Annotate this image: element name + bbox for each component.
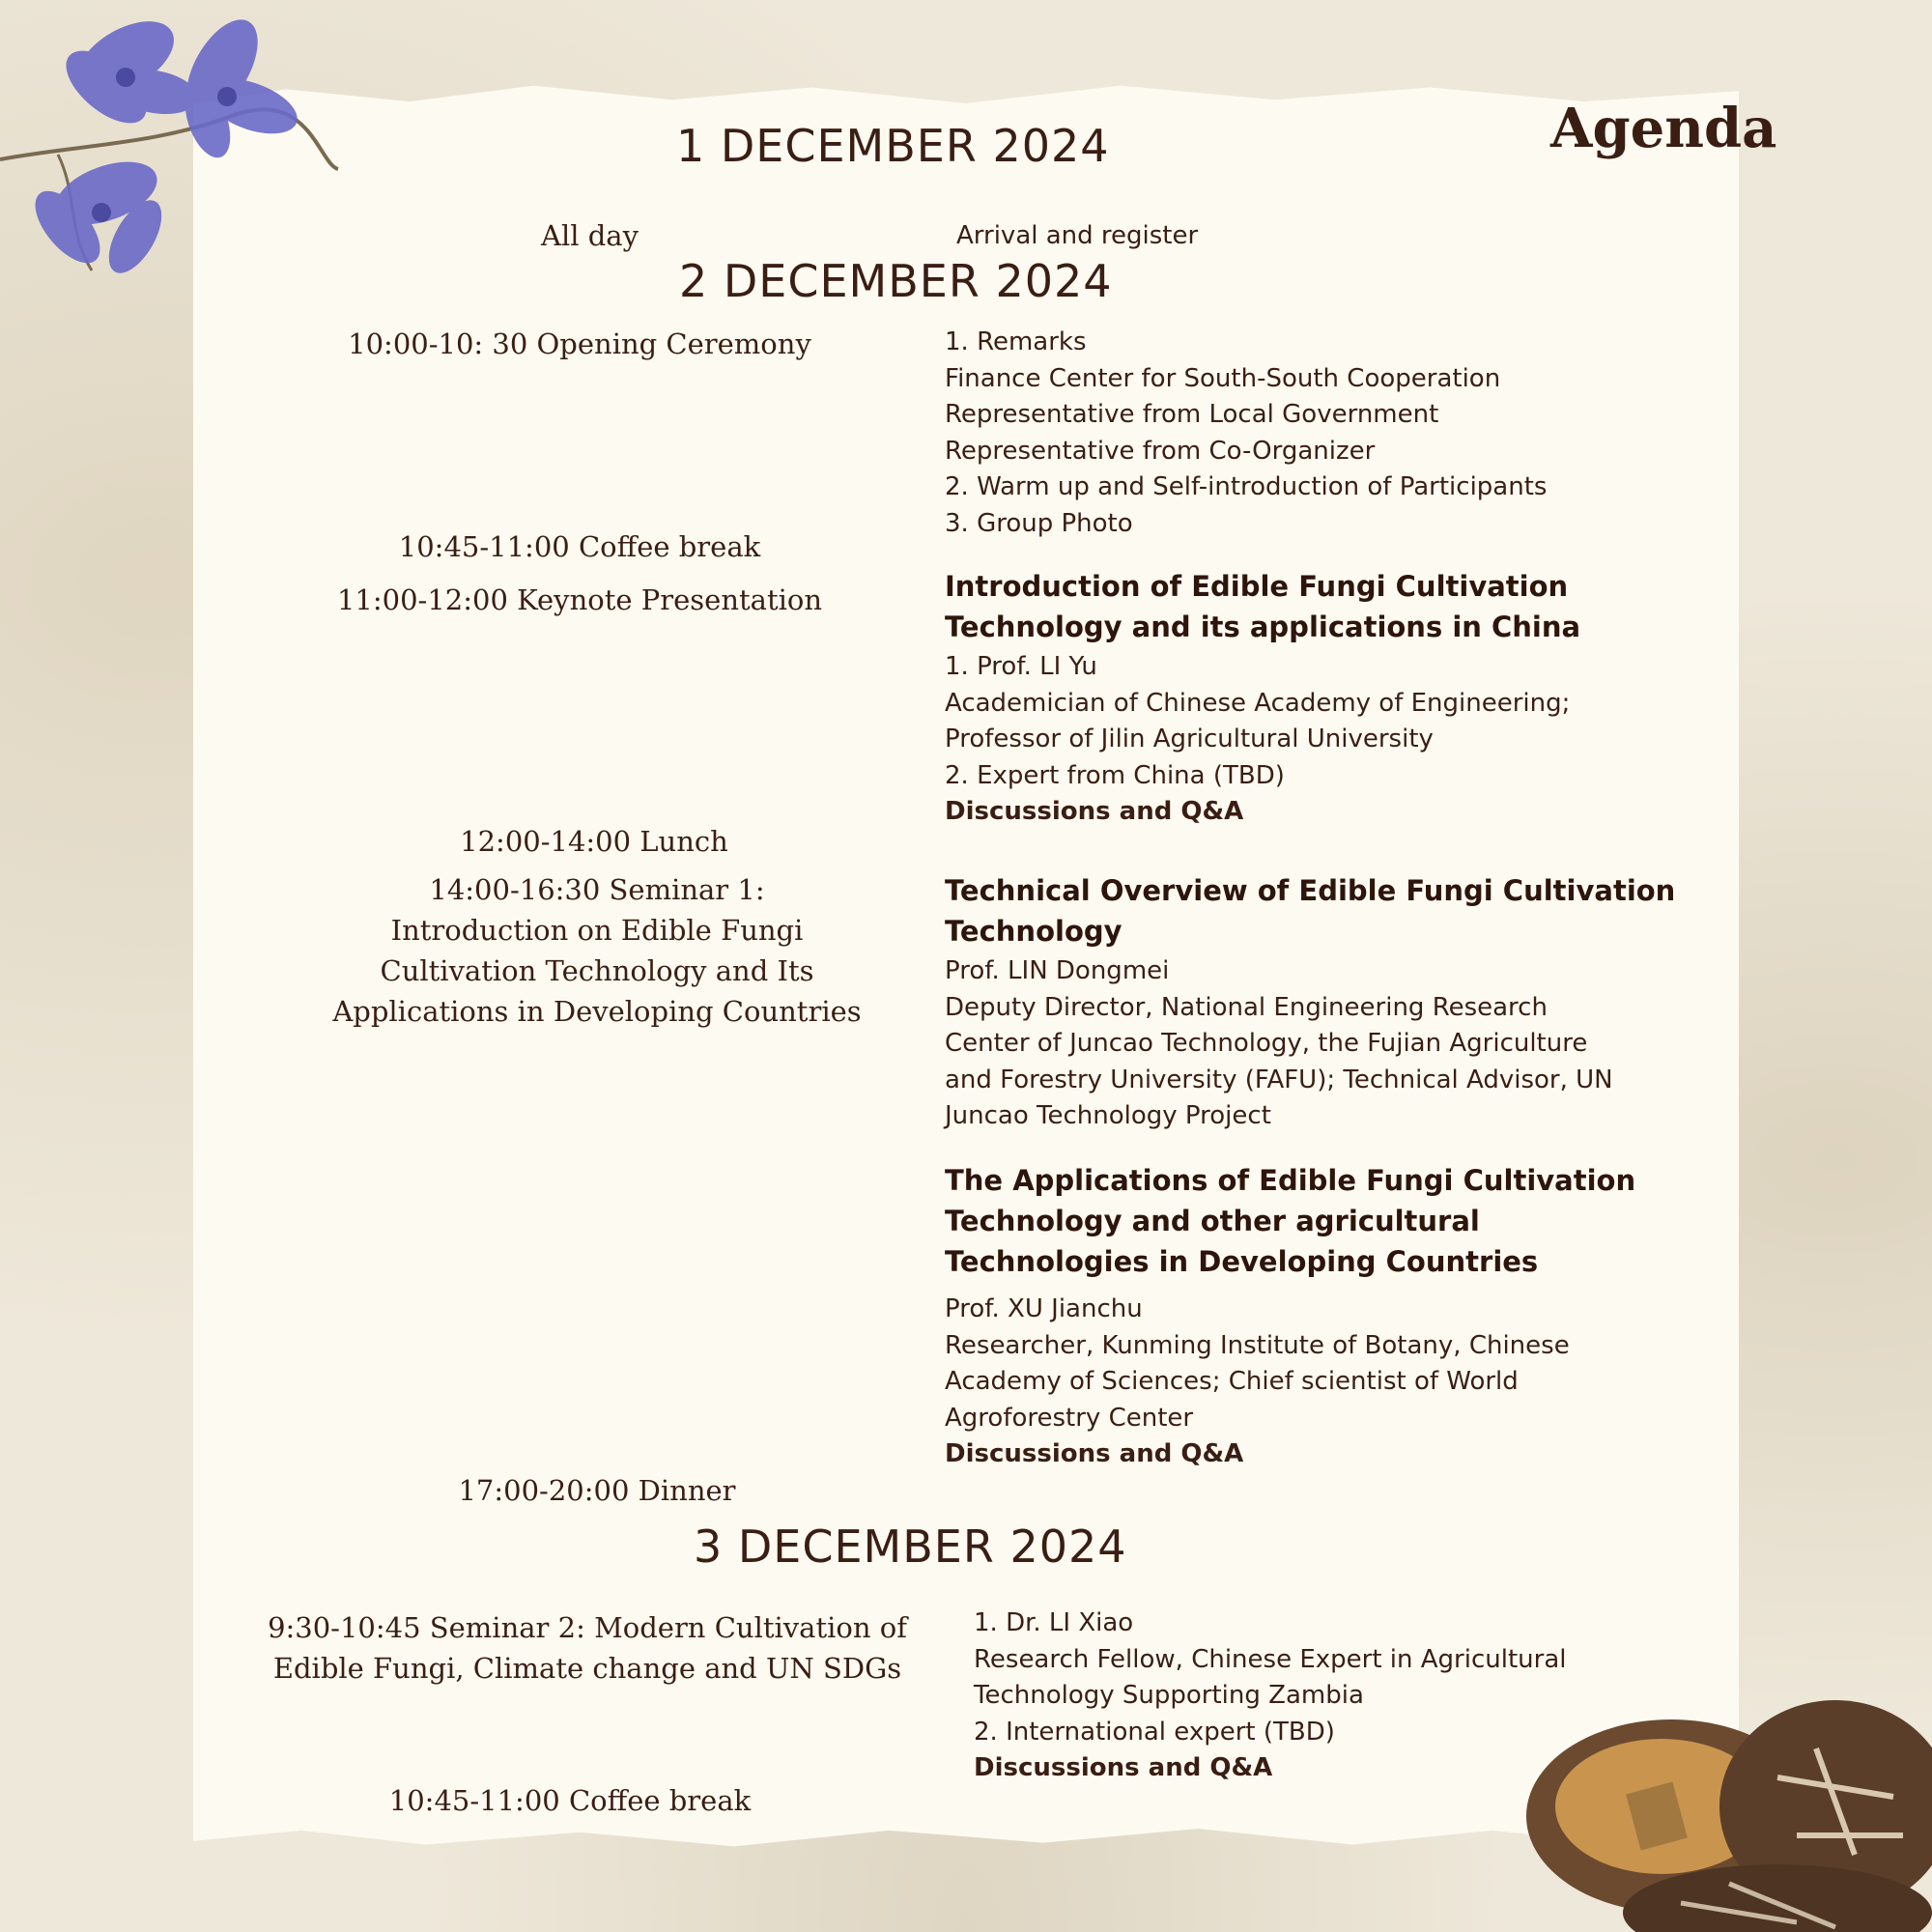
talk1-line: Deputy Director, National Engineering Research (945, 992, 1548, 1022)
keynote-closing: Discussions and Q&A (945, 797, 1244, 826)
opening-line: 1. Remarks (945, 327, 1087, 356)
keynote-line: Academician of Chinese Academy of Engineering; (945, 688, 1571, 718)
seminar1-time-line: Introduction on Edible Fungi (390, 914, 804, 947)
keynote-line: 2. Expert from China (TBD) (945, 760, 1285, 790)
talk1-line: and Forestry University (FAFU); Technical Advisor, UN (945, 1065, 1613, 1094)
date-heading-day3: 3 DECEMBER 2024 (694, 1520, 1127, 1573)
opening-line: Representative from Co-Organizer (945, 436, 1376, 466)
talk1-title-line: Technical Overview of Edible Fungi Cultivation (945, 874, 1676, 907)
opening-line: 3. Group Photo (945, 508, 1133, 538)
arrival-item: Arrival and register (956, 221, 1199, 250)
agenda-title: Agenda (1550, 97, 1777, 160)
flower-decoration-icon (0, 0, 348, 309)
seminar2-line: Research Fellow, Chinese Expert in Agricultural (974, 1644, 1567, 1674)
talk2-line: Agroforestry Center (945, 1403, 1194, 1433)
opening-details (945, 325, 1547, 542)
talk2-title-line: The Applications of Edible Fungi Cultivation (945, 1164, 1636, 1197)
date-heading-day2: 2 DECEMBER 2024 (679, 255, 1113, 307)
seminar2-time-line: Edible Fungi, Climate change and UN SDGs (272, 1652, 902, 1685)
seminar2-details (974, 1605, 1567, 1787)
talk2-closing: Discussions and Q&A (945, 1439, 1244, 1468)
keynote-line: 1. Prof. LI Yu (945, 652, 1097, 681)
seminar1-time-line: 14:00-16:30 Seminar 1: (429, 873, 765, 906)
seminar2-closing: Discussions and Q&A (974, 1753, 1273, 1782)
seminar1-talk1 (945, 870, 1675, 1135)
talk2-line: Researcher, Kunming Institute of Botany, Chinese (945, 1330, 1570, 1360)
time-seminar1 (307, 869, 887, 1032)
time-lunch: 12:00-14:00 Lunch (460, 825, 728, 858)
seminar2-time-line: 9:30-10:45 Seminar 2: Modern Cultivation of (268, 1611, 907, 1644)
talk1-title-line: Technology (945, 915, 1122, 948)
talk2-title-line: Technology and other agricultural (945, 1205, 1480, 1237)
opening-line: 2. Warm up and Self-introduction of Participants (945, 472, 1548, 501)
time-all-day: All day (541, 219, 639, 252)
talk2-line: Prof. XU Jianchu (945, 1294, 1143, 1323)
seminar2-line: 1. Dr. LI Xiao (974, 1608, 1134, 1637)
talk1-line: Prof. LIN Dongmei (945, 956, 1170, 985)
time-opening-ceremony: 10:00-10: 30 Opening Ceremony (348, 327, 811, 360)
keynote-title-line: Introduction of Edible Fungi Cultivation (945, 570, 1569, 603)
talk1-line: Juncao Technology Project (945, 1101, 1271, 1130)
date-heading-day1: 1 DECEMBER 2024 (676, 120, 1110, 172)
opening-line: Representative from Local Government (945, 400, 1439, 429)
time-coffee-break-day3: 10:45-11:00 Coffee break (388, 1784, 752, 1817)
keynote-details (945, 566, 1580, 831)
talk2-line: Academy of Sciences; Chief scientist of World (945, 1367, 1519, 1396)
seminar1-talk2 (945, 1160, 1635, 1473)
talk1-line: Center of Juncao Technology, the Fujian Agriculture (945, 1029, 1588, 1058)
seminar1-time-line: Cultivation Technology and Its (380, 954, 814, 987)
seminar2-line: 2. International expert (TBD) (974, 1717, 1335, 1747)
time-keynote: 11:00-12:00 Keynote Presentation (336, 583, 823, 616)
talk2-title-line: Technologies in Developing Countries (945, 1245, 1539, 1278)
seminar2-line: Technology Supporting Zambia (974, 1681, 1364, 1710)
time-seminar2 (249, 1607, 925, 1689)
seminar1-time-line: Applications in Developing Countries (332, 995, 862, 1028)
time-coffee-break-day2: 10:45-11:00 Coffee break (398, 530, 761, 563)
keynote-line: Professor of Jilin Agricultural University (945, 724, 1434, 753)
time-dinner: 17:00-20:00 Dinner (458, 1474, 736, 1507)
keynote-title-line: Technology and its applications in China (945, 611, 1581, 643)
opening-line: Finance Center for South-South Cooperation (945, 363, 1501, 393)
